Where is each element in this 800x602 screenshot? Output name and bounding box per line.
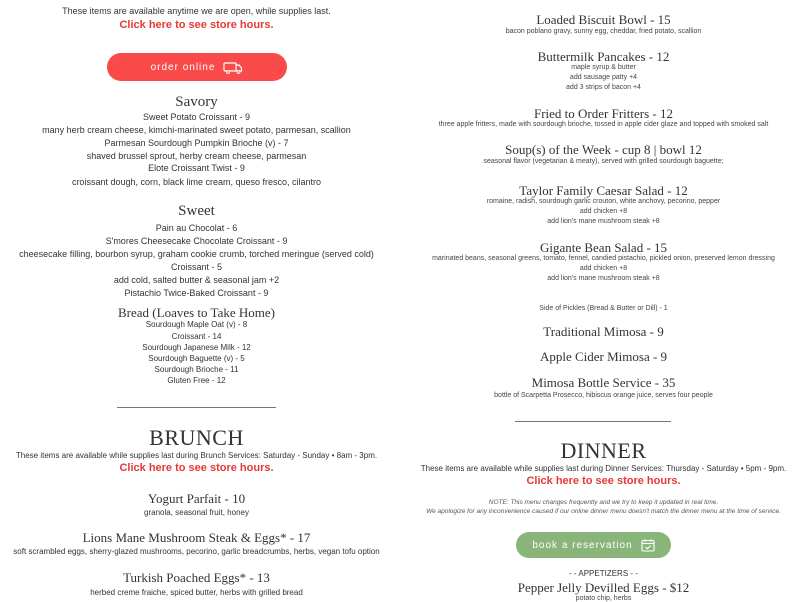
drink-item-name: Apple Cider Mimosa - 9 — [539, 349, 668, 364]
menu-item: Elote Croissant Twist - 9 — [148, 163, 245, 173]
bread-item: Sourdough Japanese Milk - 12 — [142, 343, 251, 352]
drink-item-name: Mimosa Bottle Service - 35 — [531, 375, 676, 390]
dinner-item-name: Pepper Jelly Devilled Eggs - $12 — [517, 580, 690, 595]
dinner-intro: These items are available while supplies last during Dinner Services: Thursday - Saturday • 5pm - 9pm. — [420, 464, 787, 473]
book-reservation-label: book a reservation — [532, 539, 633, 551]
delivery-icon — [223, 60, 243, 74]
bread-item: Croissant - 14 — [171, 332, 222, 341]
menu-item-name: Soup(s) of the Week - cup 8 | bowl 12 — [505, 142, 702, 157]
dinner-store-hours-link[interactable]: Click here to see store hours. — [526, 475, 681, 487]
appetizers-heading: - - APPETIZERS - - — [569, 569, 638, 578]
brunch-item-desc: granola, seasonal fruit, honey — [144, 508, 249, 517]
menu-item-name: Loaded Biscuit Bowl - 15 — [536, 12, 671, 27]
menu-item: Pistachio Twice-Baked Croissant - 9 — [124, 288, 269, 298]
menu-item-desc: add 3 strips of bacon +4 — [566, 84, 641, 91]
savory-heading: Savory — [175, 94, 218, 110]
brunch-item-desc: herbed creme fraiche, spiced butter, herbs with grilled bread — [90, 588, 303, 597]
menu-item-desc: three apple fritters, made with sourdough brioche, tossed in apple cider glaze and topped with smoked salt — [438, 121, 769, 128]
menu-item: Pain au Chocolat - 6 — [155, 223, 238, 233]
menu-item-desc: add lion's mane mushroom steak +8 — [547, 275, 660, 282]
anytime-intro: These items are available anytime we are open, while supplies last. — [62, 6, 331, 16]
menu-item-desc: shaved brussel sprout, herby cream cheese, parmesan — [86, 151, 307, 161]
brunch-intro: These items are available while supplies last during Brunch Services: Saturday - Sunday • 8am - 3pm. — [15, 451, 378, 460]
menu-item-name: Fried to Order Fritters - 12 — [533, 106, 673, 121]
order-online-label: order online — [150, 61, 216, 73]
dinner-item-desc: potato chip, herbs — [575, 595, 632, 602]
menu-item-desc: seasonal flavor (vegetarian & meaty), served with grilled sourdough baguette; — [483, 158, 724, 165]
menu-item-desc: marinated beans, seasonal greens, tomato, fennel, candied pistachio, pickled onion, preserved lemon dressing — [432, 255, 775, 262]
menu-item-desc: add sausage patty +4 — [569, 74, 638, 81]
book-reservation-button[interactable] — [516, 532, 671, 558]
menu-item: S'mores Cheesecake Chocolate Croissant - 9 — [105, 236, 288, 246]
brunch-item-name: Lions Mane Mushroom Steak & Eggs* - 17 — [82, 530, 311, 545]
bread-heading: Bread (Loaves to Take Home) — [118, 305, 275, 320]
bread-item: Sourdough Maple Oat (v) - 8 — [145, 320, 248, 329]
menu-item-desc: romaine, radish, sourdough garlic crouton, white anchovy, pecorino, pepper — [486, 198, 721, 205]
menu-item: Croissant - 5 — [170, 262, 223, 272]
drink-item-name: Traditional Mimosa - 9 — [543, 324, 664, 339]
dinner-apology-note: We apologize for any inconvenience caused if our online dinner menu doesn't match the dinner menu at the time of service. — [426, 508, 781, 515]
brunch-store-hours-link[interactable]: Click here to see store hours. — [119, 462, 274, 474]
menu-item-desc: add chicken +8 — [579, 265, 628, 272]
store-hours-link[interactable]: Click here to see store hours. — [119, 19, 274, 31]
menu-item-desc: many herb cream cheese, kimchi-marinated sweet potato, parmesan, scallion — [42, 125, 351, 135]
menu-item-desc: cheesecake filling, bourbon syrup, graham cookie crumb, torched meringue (served cold) — [19, 249, 374, 259]
dinner-note: NOTE: This menu changes frequently and we try to keep it updated in real time. — [488, 499, 719, 506]
brunch-item-desc: soft scrambled eggs, sherry-glazed mushrooms, pecorino, garlic breadcrumbs, herbs, vegan tofu option — [13, 547, 380, 556]
drink-item-desc: bottle of Scarpetta Prosecco, hibiscus orange juice, serves four people — [494, 392, 713, 399]
menu-item-desc: croissant dough, corn, black lime cream, queso fresco, cilantro — [71, 177, 322, 187]
menu-item-name: Buttermilk Pancakes - 12 — [537, 49, 670, 64]
bread-item: Sourdough Baguette (v) - 5 — [148, 354, 245, 363]
section-divider — [117, 407, 276, 408]
section-divider — [515, 421, 671, 422]
pickles-item: Side of Pickles (Bread & Butter or Dill) - 1 — [539, 305, 668, 312]
menu-item-desc: add lion's mane mushroom steak +8 — [547, 218, 660, 225]
brunch-item-name: Yogurt Parfait - 10 — [147, 491, 246, 506]
bread-item: Gluten Free - 12 — [167, 376, 226, 385]
bread-item: Sourdough Brioche - 11 — [154, 365, 239, 374]
dinner-heading: DINNER — [560, 438, 647, 463]
menu-item-desc: bacon poblano gravy, sunny egg, cheddar, fried potato, scallion — [505, 28, 702, 35]
menu-item-name: Taylor Family Caesar Salad - 12 — [519, 183, 688, 198]
menu-item-name: Gigante Bean Salad - 15 — [539, 240, 668, 255]
menu-item: Sweet Potato Croissant - 9 — [142, 112, 251, 122]
calendar-icon — [641, 538, 655, 552]
order-online-button[interactable] — [107, 53, 287, 81]
brunch-heading: BRUNCH — [149, 425, 244, 450]
menu-item: Parmesan Sourdough Pumpkin Brioche (v) - 7 — [104, 138, 289, 148]
menu-item-desc: add cold, salted butter & seasonal jam +2 — [113, 275, 280, 285]
menu-item-desc: maple syrup & butter — [571, 64, 636, 71]
sweet-heading: Sweet — [178, 203, 215, 219]
menu-item-desc: add chicken +8 — [579, 208, 628, 215]
brunch-item-name: Turkish Poached Eggs* - 13 — [123, 570, 270, 585]
